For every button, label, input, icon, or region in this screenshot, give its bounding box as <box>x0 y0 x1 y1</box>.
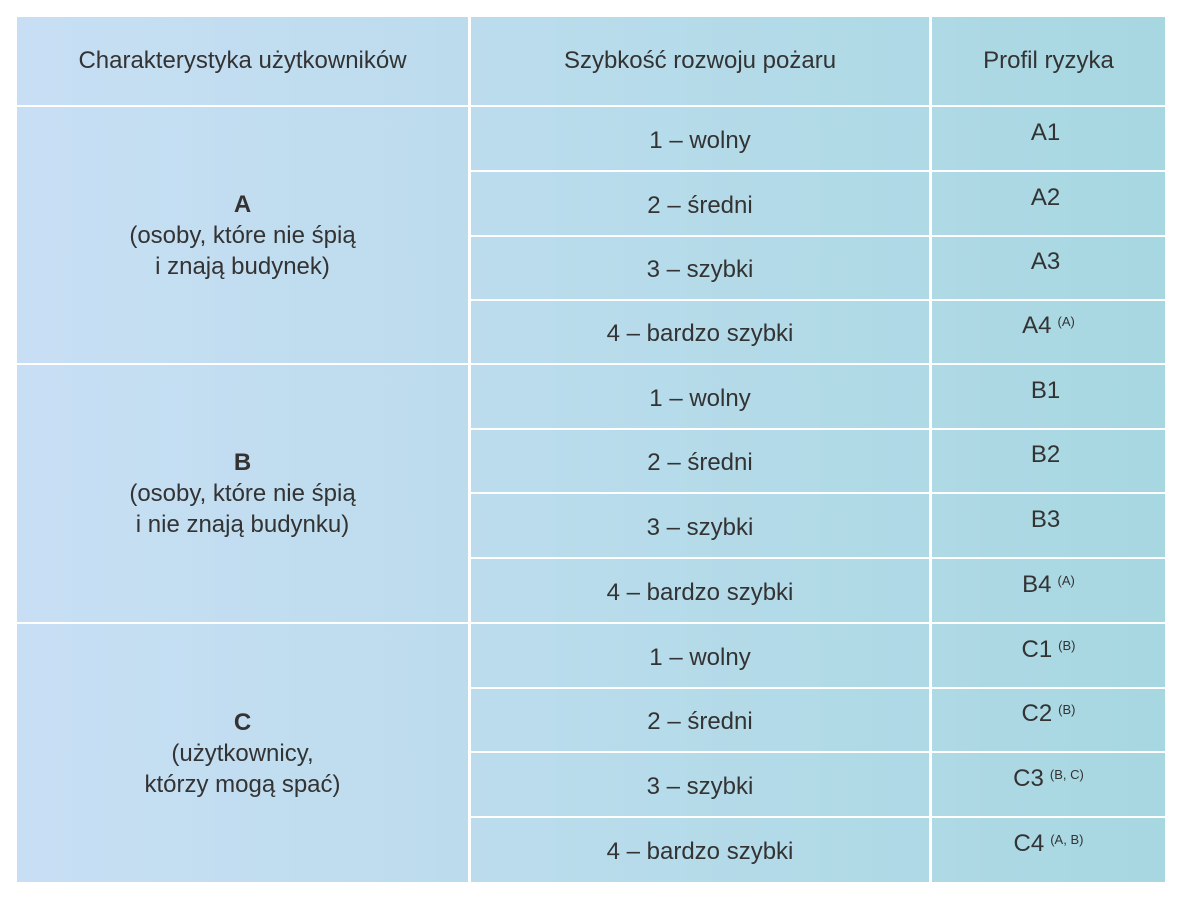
profile-code: C1 <box>1021 635 1053 663</box>
header-users: Charakterystyka użytkowników <box>78 47 407 74</box>
speed-cell: 2 – średni <box>647 191 753 219</box>
group-description-line: (osoby, które nie śpią <box>129 221 356 249</box>
profile-cell: A4 $^{(A)}$ <box>1022 312 1075 339</box>
speed-cell: 1 – wolny <box>649 126 751 154</box>
profile-cell: C2 $^{(B)}$ <box>1021 700 1076 727</box>
group-description-line: i nie znają budynku) <box>135 511 350 538</box>
profile-cell: B4 $^{(A)}$ <box>1022 570 1075 598</box>
profile-cell: C4 $^{(A, B)}$ <box>1013 830 1084 857</box>
profile-code: B4 <box>1022 570 1052 598</box>
risk-profile-table <box>17 17 1165 882</box>
group-description-line: (użytkownicy, <box>171 739 314 767</box>
row-divider <box>471 428 1165 430</box>
profile-code: B3 <box>1030 505 1061 533</box>
group-description-line: którzy mogą spać) <box>144 770 341 798</box>
row-divider <box>471 751 1165 753</box>
profile-code: B2 <box>1030 441 1061 468</box>
profile-code: A3 <box>1030 248 1061 275</box>
profile-code: C2 <box>1021 700 1053 727</box>
group-description-line: i znają budynek) <box>155 252 330 280</box>
speed-cell: 4 – bardzo szybki <box>606 578 794 606</box>
header-speed: Szybkość rozwoju pożaru <box>563 47 837 74</box>
row-divider <box>17 105 1165 107</box>
speed-cell: 2 – średni <box>647 708 753 735</box>
profile-cell <box>932 237 1165 299</box>
row-divider <box>471 299 1165 301</box>
row-divider <box>471 557 1165 559</box>
group-a-cell <box>17 107 468 363</box>
row-divider <box>17 622 1165 624</box>
row-divider <box>471 170 1165 172</box>
header-profile: Profil ryzyka <box>983 47 1114 74</box>
profile-cell <box>932 494 1165 557</box>
speed-cell: 1 – wolny <box>649 643 751 671</box>
profile-cell <box>932 107 1165 170</box>
speed-cell: 2 – średni <box>647 449 753 476</box>
profile-code: A2 <box>1030 183 1061 211</box>
row-divider <box>471 235 1165 237</box>
profile-cell <box>932 172 1165 235</box>
row-divider <box>17 363 1165 365</box>
speed-cell: 3 – szybki <box>646 256 754 283</box>
row-divider <box>471 492 1165 494</box>
speed-cell: 1 – wolny <box>649 384 751 412</box>
speed-cell: 3 – szybki <box>646 513 754 541</box>
profile-code: A1 <box>1030 118 1061 146</box>
group-letter: A <box>233 190 252 218</box>
profile-code: C3 <box>1013 764 1044 792</box>
speed-cell: 3 – szybki <box>646 772 754 800</box>
row-divider <box>471 816 1165 818</box>
profile-code: B1 <box>1030 376 1061 404</box>
speed-cell: 4 – bardzo szybki <box>606 320 794 347</box>
profile-cell <box>932 365 1165 428</box>
group-description-line: (osoby, które nie śpią <box>129 480 356 507</box>
profile-cell: C3 $^{(B, C)}$ <box>1013 764 1084 792</box>
speed-cell: 4 – bardzo szybki <box>606 838 794 865</box>
profile-cell <box>932 430 1165 492</box>
group-c-cell <box>17 624 468 882</box>
group-b-cell <box>17 365 468 622</box>
profile-code: C4 <box>1013 830 1045 857</box>
profile-code: A4 <box>1022 312 1052 339</box>
profile-cell: C1 $^{(B)}$ <box>1021 635 1076 663</box>
group-letter: C <box>233 708 252 736</box>
row-divider <box>471 687 1165 689</box>
group-letter: B <box>233 449 252 476</box>
